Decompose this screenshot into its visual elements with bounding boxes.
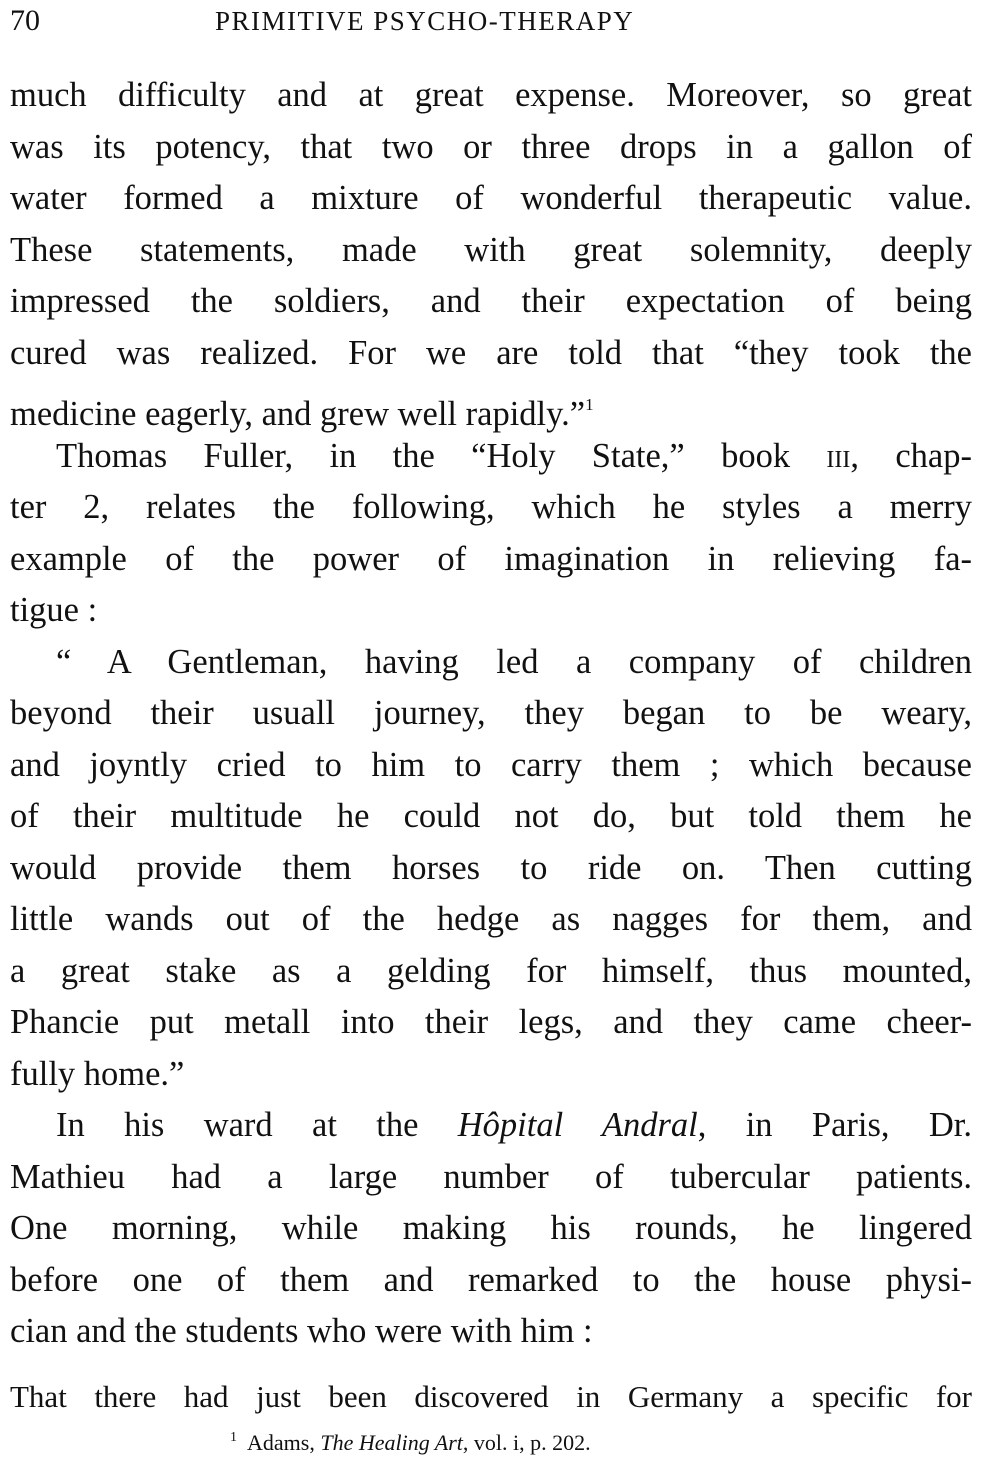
- text-line: and joyntly cried to him to carry them ; which because: [10, 745, 972, 784]
- text-line: little wands out of the hedge as nagges for them, and: [10, 900, 972, 938]
- italic-place-name: Hôpital Andral: [457, 1106, 698, 1144]
- text-line: before one of them and remarked to the house physi-: [10, 1260, 972, 1299]
- text-line-first: [10, 1100, 972, 1152]
- text-line: of their multitude he could not do, but told them he: [10, 797, 972, 835]
- paragraph-1: [10, 70, 972, 431]
- text-line: a great stake as a gelding for himself, thus mounted,: [10, 951, 972, 990]
- text-span: Thomas Fuller, in the “Holy State,” book: [56, 436, 791, 475]
- body-text: [10, 70, 972, 1358]
- paragraph-4: [10, 1100, 972, 1358]
- text-line-last: tigue :: [10, 591, 98, 629]
- text-line: Phancie put metall into their legs, and they came cheer-: [10, 1003, 972, 1041]
- text-line-first: [10, 431, 972, 483]
- text-span: medicine eagerly, and grew well rapidly.”: [10, 395, 586, 433]
- footnote-reference: 1: [585, 395, 594, 414]
- text-line: beyond their usuall journey, they began to be weary,: [10, 694, 972, 732]
- text-span: , in Paris, Dr.: [697, 1106, 973, 1144]
- footnote-marker: 1: [230, 1430, 237, 1445]
- footnote-author: Adams,: [247, 1430, 315, 1455]
- text-line: would provide them horses to ride on. Then cutting: [10, 848, 972, 887]
- text-line: water formed a mixture of wonderful therapeutic value.: [10, 179, 972, 217]
- text-line: was its potency, that two or three drops in a gallon of: [10, 127, 972, 166]
- running-head: PRIMITIVE PSYCHO-THERAPY: [215, 6, 635, 36]
- paragraph-5: That there had just been discovered in Germany a specific for: [10, 1379, 972, 1414]
- text-line-last: cian and the students who were with him :: [10, 1312, 593, 1350]
- text-line: example of the power of imagination in relieving fa-: [10, 539, 972, 578]
- page-header: [10, 2, 972, 46]
- page-number: 70: [10, 4, 40, 37]
- text-line: ter 2, relates the following, which he styles a merry: [10, 488, 972, 526]
- text-line: These statements, made with great solemnity, deeply: [10, 230, 972, 269]
- roman-numeral: iii: [826, 436, 851, 475]
- paragraph-2: [10, 431, 972, 637]
- footnote-rest: , vol. i, p. 202.: [462, 1430, 591, 1455]
- paragraph-3-quotation: [10, 637, 972, 1101]
- text-span: In his ward at the: [56, 1106, 419, 1144]
- text-line-first: “ A Gentleman, having led a company of children: [56, 642, 972, 681]
- text-line-last: [10, 379, 972, 431]
- text-line: Mathieu had a large number of tubercular patients.: [10, 1157, 972, 1196]
- footnote: [230, 1430, 830, 1456]
- text-line: One morning, while making his rounds, he lingered: [10, 1209, 972, 1247]
- text-line: much difficulty and at great expense. Moreover, so great: [10, 76, 972, 114]
- footnote-title: The Healing Art: [320, 1430, 463, 1455]
- text-line: impressed the soldiers, and their expectation of being: [10, 282, 972, 320]
- text-span: , chap-: [850, 436, 972, 475]
- text-line: cured was realized. For we are told that “they took the: [10, 333, 972, 372]
- text-line-last: fully home.”: [10, 1054, 185, 1093]
